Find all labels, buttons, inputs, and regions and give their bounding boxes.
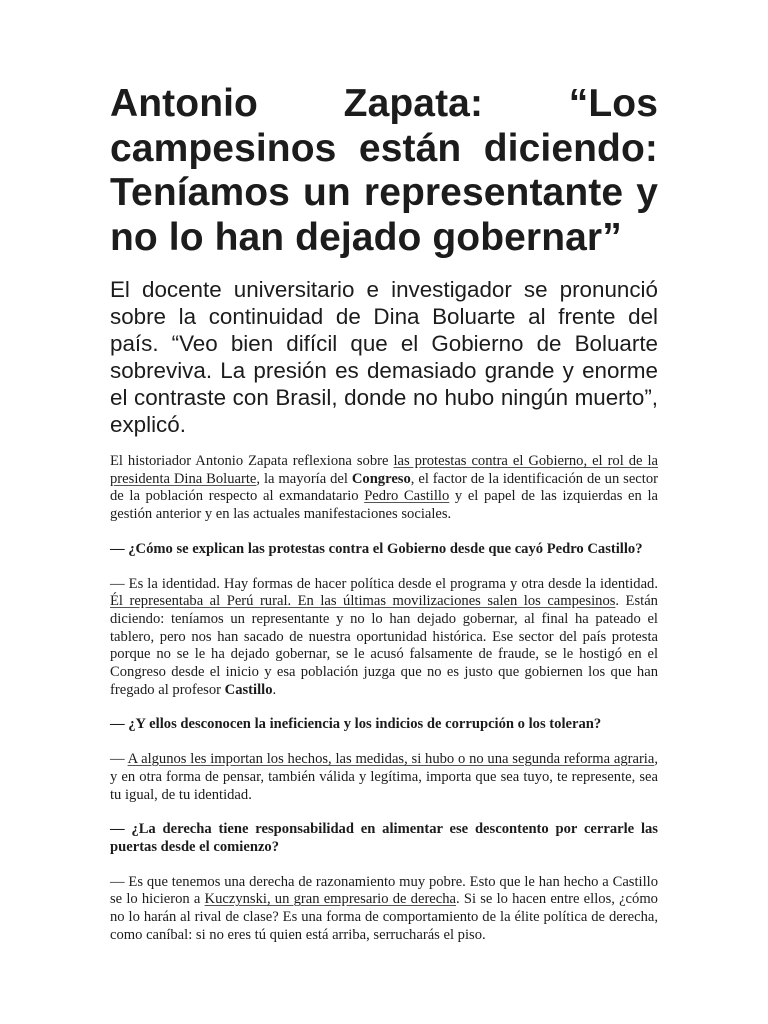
article-headline: Antonio Zapata: “Los campesinos están diciendo: Teníamos un representante y no lo han dejado gobernar” — [110, 82, 658, 259]
question-3: — ¿La derecha tiene responsabilidad en alimentar ese descontento por cerrarle las puertas desde el comienzo? — [110, 821, 658, 855]
bold-castillo: Castillo — [224, 681, 273, 698]
link-peru-rural[interactable]: Él representaba al Perú rural. En las últimas movilizaciones salen los campesinos — [110, 593, 616, 610]
question-2: — ¿Y ellos desconocen la ineficiencia y los indicios de corrupción o los toleran? — [110, 716, 602, 733]
intro-paragraph — [110, 453, 658, 524]
text-run: . — [272, 681, 277, 698]
article-body — [110, 453, 658, 944]
question-1: — ¿Cómo se explican las protestas contra el Gobierno desde que cayó Pedro Castillo? — [110, 540, 643, 557]
article-subheadline: El docente universitario e investigador se pronunció sobre la continuidad de Dina Boluarte al frente del país. “Veo bien difícil que el Gobierno de Boluarte sobreviva. La presión es demasiado grande y enorme el contraste con Brasil, donde no hubo ningún muerto”, explicó. — [110, 277, 658, 437]
text-run: — — [110, 751, 128, 768]
text-run: , la mayoría del — [256, 470, 352, 487]
text-run: , el factor de la identificación de un sector de la población respecto al exmandatario — [110, 470, 658, 505]
article — [110, 82, 658, 944]
text-run: y el papel de las izquierdas en la gestión anterior y en las actuales manifestaciones sociales. — [110, 488, 658, 523]
text-run: . Si se lo hacen entre ellos, ¿cómo no lo harán al rival de clase? Es una forma de comportamiento de la élite política de derecha, como caníbal: si no eres tú quien está arriba, serrucharás el piso. — [110, 891, 658, 943]
answer-1 — [110, 576, 658, 700]
text-run: — Es que tenemos una derecha de razonamiento muy pobre. Esto que le han hecho a Castillo se lo hicieron a — [110, 873, 658, 908]
text-run: . Están diciendo: teníamos un representante y no lo han dejado gobernar, al final ha pateado el tablero, pero nos han sacado de nuestra oportunidad histórica. Ese sector del país protesta porque no se le ha dejado gobernar, se le acusó falsamente de fraude, se le hostigó en el Congreso desde el inicio y esa población juzga que no es justo que gobiernen los que han fregado al profesor — [110, 593, 658, 698]
text-run: , y en otra forma de pensar, también válida y legítima, importa que sea tuyo, te represente, sea tu igual, de tu identidad. — [110, 751, 659, 803]
answer-3 — [110, 874, 658, 945]
link-reforma-agraria[interactable]: A algunos les importan los hechos, las medidas, si hubo o no una segunda reforma agraria — [127, 751, 655, 768]
link-kuczynski[interactable]: Kuczynski, un gran empresario de derecha — [204, 891, 457, 908]
link-pedro-castillo[interactable]: Pedro Castillo — [364, 488, 450, 505]
text-run: — Es la identidad. Hay formas de hacer política desde el programa y otra desde la identidad. — [110, 575, 658, 592]
bold-congreso: Congreso — [351, 470, 411, 487]
answer-2 — [110, 751, 658, 804]
text-run: El historiador Antonio Zapata reflexiona sobre — [110, 453, 394, 469]
link-protestas-gobierno[interactable]: las protestas contra el Gobierno, el rol de la presidenta Dina Boluarte — [110, 453, 658, 487]
